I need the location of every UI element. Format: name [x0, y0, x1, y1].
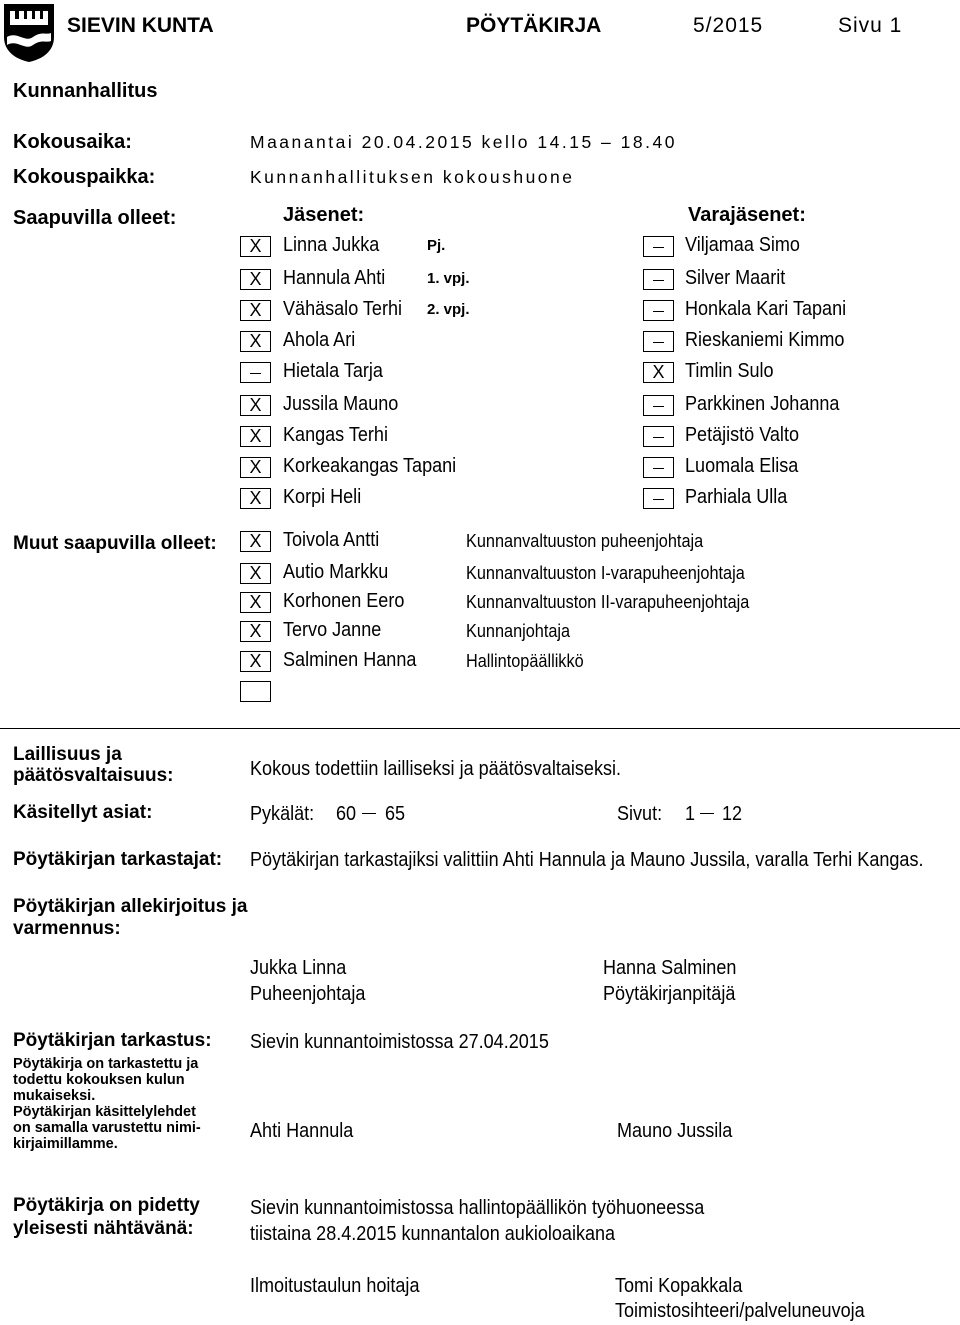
- member-name: Jussila Mauno: [283, 392, 399, 415]
- deputy-attendance-checkbox: [643, 426, 674, 447]
- other-attendance-checkbox: X: [240, 531, 271, 552]
- section-divider: [0, 728, 960, 729]
- deputy-attendance-checkbox: X: [643, 362, 674, 383]
- other-name: Toivola Antti: [283, 528, 380, 551]
- deputy-name: Silver Maarit: [685, 266, 786, 289]
- review-note-line: Pöytäkirja on tarkastettu ja: [13, 1056, 199, 1072]
- public-line-2: tiistaina 28.4.2015 kunnantalon aukioloaikana: [250, 1222, 616, 1245]
- member-role: 2. vpj.: [427, 301, 470, 318]
- page-number: Sivu 1: [838, 14, 903, 37]
- review-place-date: Sievin kunnantoimistossa 27.04.2015: [250, 1030, 549, 1053]
- member-attendance-checkbox: X: [240, 457, 271, 478]
- other-title: Kunnanvaltuuston II-varapuheenjohtaja: [466, 591, 750, 612]
- legality-label-1: Laillisuus ja: [13, 744, 122, 765]
- other-name: Autio Markku: [283, 560, 389, 583]
- review-note-line: mukaiseksi.: [13, 1088, 96, 1104]
- other-attendance-checkbox: X: [240, 651, 271, 672]
- sections-from: 60: [336, 802, 357, 825]
- document-number: 5/2015: [693, 14, 764, 37]
- sections-dash: [362, 813, 376, 814]
- reviewer-1-name: Ahti Hannula: [250, 1119, 354, 1142]
- signature-label-1: Pöytäkirjan allekirjoitus ja: [13, 896, 248, 917]
- deputy-attendance-checkbox: [643, 269, 674, 290]
- org-name: SIEVIN KUNTA: [67, 14, 214, 37]
- review-label: Pöytäkirjan tarkastus:: [13, 1030, 212, 1051]
- meeting-time-value: Maanantai 20.04.2015 kello 14.15 – 18.40: [250, 132, 677, 152]
- clerk-title: Toimistosihteeri/palveluneuvoja: [615, 1299, 865, 1322]
- pages-dash: [700, 813, 714, 814]
- sections-label: Pykälät:: [250, 802, 315, 825]
- other-title: Kunnanjohtaja: [466, 620, 571, 641]
- member-role: Pj.: [427, 237, 446, 254]
- deputy-name: Parhiala Ulla: [685, 485, 788, 508]
- member-name: Kangas Terhi: [283, 423, 388, 446]
- body-title: Kunnanhallitus: [13, 80, 158, 102]
- members-heading: Jäsenet:: [283, 204, 365, 226]
- member-attendance-checkbox: X: [240, 269, 271, 290]
- chair-role: Puheenjohtaja: [250, 982, 366, 1005]
- others-label: Muut saapuvilla olleet:: [13, 533, 217, 554]
- deputy-attendance-checkbox: [643, 488, 674, 509]
- legality-text: Kokous todettiin lailliseksi ja päätösvaltaiseksi.: [250, 757, 622, 780]
- deputy-attendance-checkbox: [643, 236, 674, 257]
- deputy-attendance-checkbox: [643, 300, 674, 321]
- other-attendance-checkbox: [240, 681, 271, 702]
- secretary-name: Hanna Salminen: [603, 956, 737, 979]
- other-name: Tervo Janne: [283, 618, 382, 641]
- coat-of-arms-logo: [3, 3, 55, 63]
- review-note: [13, 1056, 201, 1152]
- chair-name: Jukka Linna: [250, 956, 347, 979]
- review-note-line: todettu kokouksen kulun: [13, 1072, 185, 1088]
- member-name: Linna Jukka: [283, 233, 380, 256]
- other-name: Korhonen Eero: [283, 589, 405, 612]
- deputy-attendance-checkbox: [643, 331, 674, 352]
- deputy-name: Rieskaniemi Kimmo: [685, 328, 845, 351]
- public-label-2: yleisesti nähtävänä:: [13, 1218, 194, 1239]
- checkers-label: Pöytäkirjan tarkastajat:: [13, 849, 223, 870]
- other-attendance-checkbox: X: [240, 563, 271, 584]
- member-attendance-checkbox: X: [240, 331, 271, 352]
- member-attendance-checkbox: [240, 362, 271, 383]
- other-attendance-checkbox: X: [240, 592, 271, 613]
- member-attendance-checkbox: X: [240, 395, 271, 416]
- legality-label-2: päätösvaltaisuus:: [13, 765, 174, 786]
- meeting-place-label: Kokouspaikka:: [13, 166, 156, 188]
- other-title: Kunnanvaltuuston puheenjohtaja: [466, 530, 704, 551]
- deputy-name: Honkala Kari Tapani: [685, 297, 847, 320]
- deputy-attendance-checkbox: [643, 457, 674, 478]
- member-name: Hietala Tarja: [283, 359, 383, 382]
- signature-label-2: varmennus:: [13, 918, 121, 939]
- member-name: Hannula Ahti: [283, 266, 386, 289]
- attendance-label: Saapuvilla olleet:: [13, 207, 177, 229]
- document-type: PÖYTÄKIRJA: [466, 14, 602, 37]
- sections-to: 65: [385, 802, 406, 825]
- notice-board-keeper-title: Ilmoitustaulun hoitaja: [250, 1274, 420, 1297]
- review-note-line: Pöytäkirjan käsittelylehdet: [13, 1104, 196, 1120]
- member-attendance-checkbox: X: [240, 300, 271, 321]
- deputy-name: Viljamaa Simo: [685, 233, 800, 256]
- member-role: 1. vpj.: [427, 270, 470, 287]
- clerk-name: Tomi Kopakkala: [615, 1274, 743, 1297]
- deputies-heading: Varajäsenet:: [688, 204, 806, 226]
- meeting-place-value: Kunnanhallituksen kokoushuone: [250, 167, 575, 187]
- deputy-name: Timlin Sulo: [685, 359, 774, 382]
- review-note-line: on samalla varustettu nimi-: [13, 1120, 201, 1136]
- pages-label: Sivut:: [617, 802, 663, 825]
- deputy-name: Petäjistö Valto: [685, 423, 799, 446]
- pages-from: 1: [685, 802, 696, 825]
- public-line-1: Sievin kunnantoimistossa hallintopäällikön työhuoneessa: [250, 1196, 705, 1219]
- member-name: Korpi Heli: [283, 485, 362, 508]
- other-name: Salminen Hanna: [283, 648, 417, 671]
- member-name: Vähäsalo Terhi: [283, 297, 403, 320]
- pages-to: 12: [722, 802, 743, 825]
- other-title: Kunnanvaltuuston I-varapuheenjohtaja: [466, 562, 745, 583]
- member-attendance-checkbox: X: [240, 426, 271, 447]
- reviewer-2-name: Mauno Jussila: [617, 1119, 733, 1142]
- member-name: Korkeakangas Tapani: [283, 454, 457, 477]
- checkers-text: Pöytäkirjan tarkastajiksi valittiin Ahti Hannula ja Mauno Jussila, varalla Terhi Kangas.: [250, 848, 924, 871]
- member-attendance-checkbox: X: [240, 488, 271, 509]
- deputy-name: Parkkinen Johanna: [685, 392, 840, 415]
- deputy-attendance-checkbox: [643, 395, 674, 416]
- other-title: Hallintopäällikkö: [466, 650, 584, 671]
- meeting-time-label: Kokousaika:: [13, 131, 132, 153]
- secretary-role: Pöytäkirjanpitäjä: [603, 982, 736, 1005]
- member-name: Ahola Ari: [283, 328, 356, 351]
- deputy-name: Luomala Elisa: [685, 454, 799, 477]
- review-note-line: kirjaimillamme.: [13, 1136, 118, 1152]
- public-label-1: Pöytäkirja on pidetty: [13, 1195, 200, 1216]
- member-attendance-checkbox: X: [240, 236, 271, 257]
- items-label: Käsitellyt asiat:: [13, 802, 153, 823]
- other-attendance-checkbox: X: [240, 621, 271, 642]
